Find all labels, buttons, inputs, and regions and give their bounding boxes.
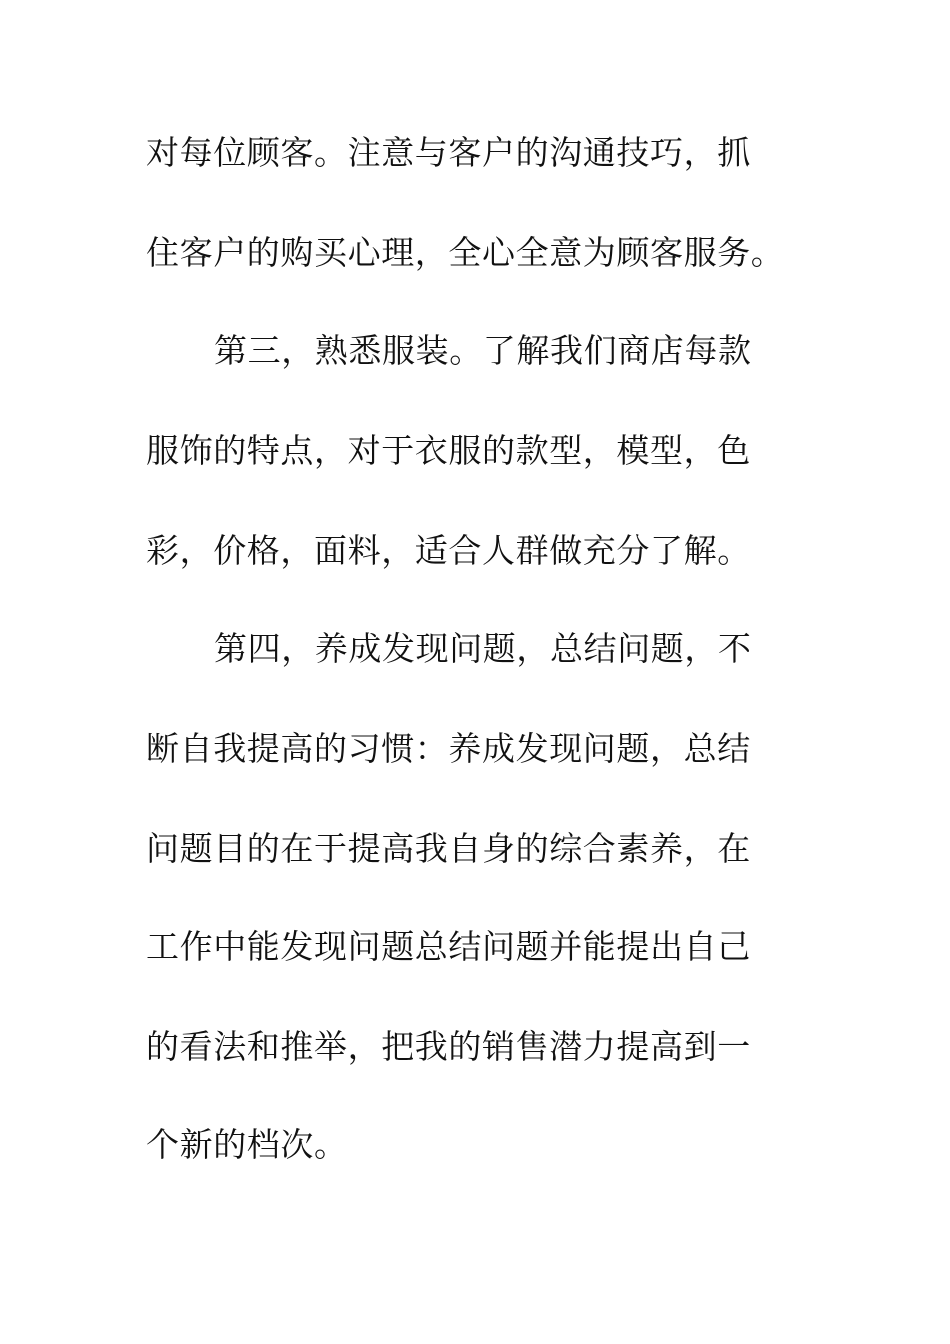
- paragraph-line: 第三，熟悉服装。了解我们商店每款: [214, 331, 752, 370]
- paragraph-line: 住客户的购买心理，全心全意为顾客服务。: [146, 233, 785, 272]
- paragraph-line: 服饰的特点，对于衣服的款型，模型，色: [146, 431, 751, 470]
- paragraph-line: 的看法和推举，把我的销售潜力提高到一: [146, 1027, 751, 1066]
- paragraph-line: 第四，养成发现问题，总结问题，不: [214, 629, 752, 668]
- paragraph-line: 问题目的在于提高我自身的综合素养，在: [146, 829, 751, 868]
- paragraph-line: 彩，价格，面料，适合人群做充分了解。: [146, 531, 751, 570]
- paragraph-line: 断自我提高的习惯：养成发现问题，总结: [146, 729, 751, 768]
- paragraph-line: 对每位顾客。注意与客户的沟通技巧，抓: [146, 133, 751, 172]
- paragraph-line: 个新的档次。: [146, 1125, 348, 1164]
- paragraph-line: 工作中能发现问题总结问题并能提出自己: [146, 927, 751, 966]
